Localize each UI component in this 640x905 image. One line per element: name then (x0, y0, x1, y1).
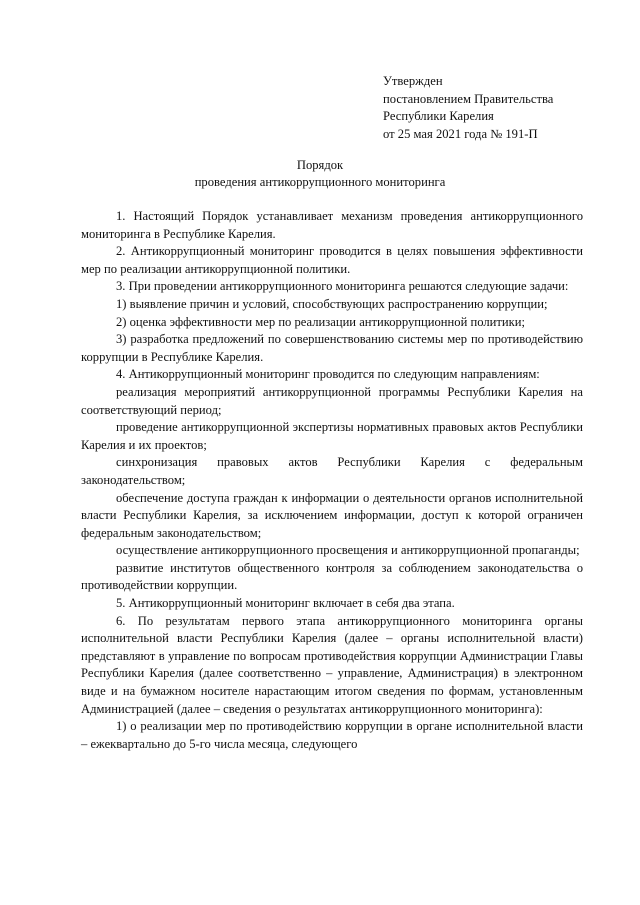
paragraph: 2. Антикоррупционный мониторинг проводится в целях повышения эффективности мер по реализации антикоррупционной политики. (81, 244, 583, 276)
paragraph: 1) о реализации мер по противодействию коррупции в органе исполнительной власти – ежеквартально до 5-го числа месяца, следующего (81, 719, 583, 751)
document-title (0, 157, 640, 191)
paragraph: 2) оценка эффективности мер по реализации антикоррупционной политики; (116, 314, 525, 329)
approval-stamp (383, 73, 553, 143)
paragraph: 1) выявление причин и условий, способствующих распространению коррупции; (116, 296, 548, 311)
paragraph: синхронизация правовых актов Республики Карелия с федеральным законодательством; (81, 455, 583, 487)
title-line: Порядок (296, 158, 344, 172)
paragraph: проведение антикоррупционной экспертизы нормативных правовых актов Республики Карелия и их проектов; (81, 420, 583, 452)
paragraph: осуществление антикоррупционного просвещения и антикоррупционной пропаганды; (116, 543, 580, 558)
paragraph: 3. При проведении антикоррупционного мониторинга решаются следующие задачи: (116, 279, 569, 294)
approval-line: Утвержден (383, 74, 443, 88)
paragraph: 1. Настоящий Порядок устанавливает механизм проведения антикоррупционного мониторинга в Республике Карелия. (81, 209, 583, 241)
approval-line: Республики Карелия (383, 109, 494, 124)
title-line: проведения антикоррупционного мониторинга (194, 175, 446, 189)
paragraph: обеспечение доступа граждан к информации о деятельности органов исполнительной власти Республики Карелия, за исключением информации, доступ к которой ограничен федеральным законодательством; (81, 490, 583, 540)
paragraph: реализация мероприятий антикоррупционной программы Республики Карелия на соответствующий период; (81, 384, 583, 417)
paragraph: 5. Антикоррупционный мониторинг включает в себя два этапа. (116, 596, 455, 611)
paragraph: 3) разработка предложений по совершенствованию системы мер по противодействию коррупции в Республике Карелия. (81, 332, 583, 364)
document-body (81, 208, 583, 753)
paragraph: 6. По результатам первого этапа антикоррупционного мониторинга органы исполнительной власти Республики Карелия (далее – органы исполнительной власти) представляют в управление по вопросам противодействия коррупции Администрации Главы Республики Карелия (далее соответственно – управление, Администрация) в электронном виде и на бумажном носителе нарастающим итогом сведения по формам, установленным Администрацией (далее – сведения о результатах антикоррупционного мониторинга): (81, 613, 583, 716)
paragraph: 4. Антикоррупционный мониторинг проводится по следующим направлениям: (116, 367, 540, 382)
paragraph: развитие институтов общественного контроля за соблюдением законодательства о противодействии коррупции. (81, 560, 583, 593)
approval-date-line: от 25 мая 2021 года № 191-П (383, 126, 538, 141)
approval-line: постановлением Правительства (383, 91, 554, 106)
